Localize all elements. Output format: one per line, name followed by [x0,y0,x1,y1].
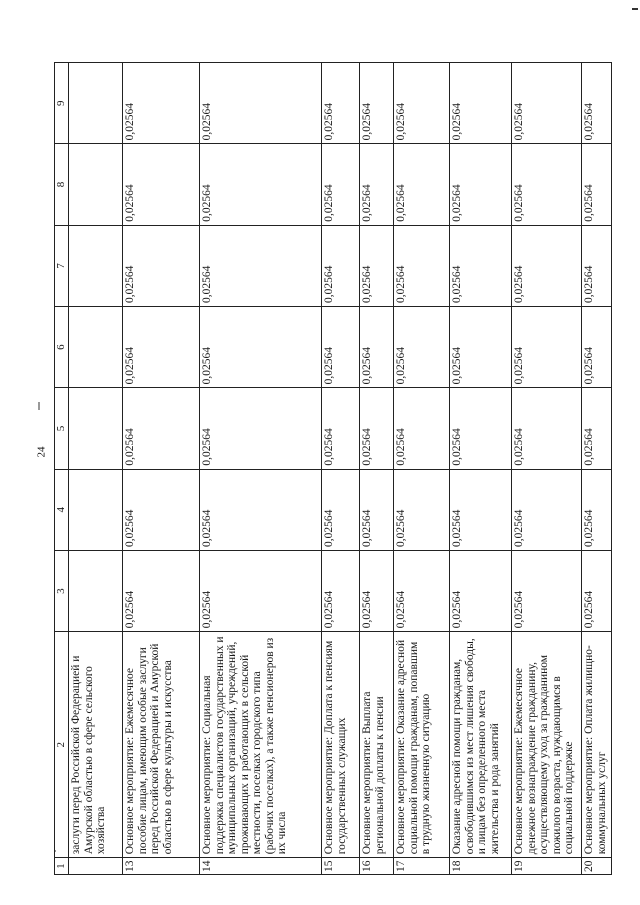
row-value [69,144,123,225]
row-value: 0,02564 [360,307,394,388]
margin-mark [38,402,40,410]
row-value: 0,02564 [450,388,512,469]
row-value [69,469,123,550]
row-value: 0,02564 [360,550,394,631]
table-row [450,63,512,875]
row-value: 0,02564 [512,63,582,144]
row-value: 0,02564 [512,225,582,306]
row-value: 0,02564 [450,225,512,306]
row-value: 0,02564 [394,388,450,469]
table-row [582,63,612,875]
row-value: 0,02564 [200,469,322,550]
column-header: 1 [55,858,69,875]
row-description: заслуги перед Российской Федерацией и Амурской областью в сфере сельского хозяйства [69,632,123,858]
column-header: 5 [55,388,69,469]
row-value: 0,02564 [582,388,612,469]
row-value: 0,02564 [360,388,394,469]
row-number: 18 [450,858,512,875]
row-value: 0,02564 [394,225,450,306]
column-header: 4 [55,469,69,550]
row-value: 0,02564 [360,144,394,225]
table-row [512,63,582,875]
row-number: 17 [394,858,450,875]
row-value: 0,02564 [512,307,582,388]
data-table [54,62,612,875]
row-value: 0,02564 [200,307,322,388]
row-value: 0,02564 [450,469,512,550]
row-number: 19 [512,858,582,875]
row-description: Оказание адресной помощи гражданам, освободившимся из мест лишения свободы, и лицам без определенного места жительства и рода занятий [450,632,512,858]
row-value: 0,02564 [322,307,360,388]
row-value [69,63,123,144]
row-value: 0,02564 [450,63,512,144]
row-value: 0,02564 [200,550,322,631]
row-value: 0,02564 [582,225,612,306]
page-number: 24 [35,446,48,458]
row-value: 0,02564 [200,388,322,469]
table-row [360,63,394,875]
row-value: 0,02564 [512,550,582,631]
data-table-rotated [54,62,608,875]
row-value: 0,02564 [450,144,512,225]
row-description: Основное мероприятие: Социальная поддержка специалистов государственных и муниципальных организаций, учреждений, проживающих и работающих в сельской местности, поселках городского типа (рабочих поселках), а также пенсионеров из их числа [200,632,322,858]
row-value: 0,02564 [123,63,200,144]
margin-mark [632,8,638,10]
row-number: 16 [360,858,394,875]
column-header: 2 [55,632,69,858]
row-value: 0,02564 [360,469,394,550]
row-value: 0,02564 [512,144,582,225]
column-header: 3 [55,550,69,631]
row-description: Основное мероприятие: Доплата к пенсиям государственных служащих [322,632,360,858]
row-description: Основное мероприятие: Оказание адресной социальной помощи гражданам, попавшим в трудную жизненную ситуацию [394,632,450,858]
row-value: 0,02564 [322,144,360,225]
row-value: 0,02564 [123,550,200,631]
table-row [322,63,360,875]
row-value: 0,02564 [394,307,450,388]
row-value: 0,02564 [200,63,322,144]
row-value [69,388,123,469]
header-row [55,63,69,875]
row-value: 0,02564 [450,307,512,388]
row-value: 0,02564 [322,225,360,306]
row-description: Основное мероприятие: Ежемесячное пособие лицам, имеющим особые заслуги перед Российской Федерацией и Амурской областью в сфере культуры и искусства [123,632,200,858]
row-value: 0,02564 [582,144,612,225]
row-value: 0,02564 [360,225,394,306]
row-value: 0,02564 [322,469,360,550]
row-value: 0,02564 [512,469,582,550]
row-value: 0,02564 [322,63,360,144]
row-number: 15 [322,858,360,875]
row-value: 0,02564 [322,550,360,631]
row-value [69,307,123,388]
row-value [69,225,123,306]
column-header: 8 [55,144,69,225]
table-row [69,63,123,875]
row-value: 0,02564 [200,144,322,225]
row-value: 0,02564 [512,388,582,469]
row-value: 0,02564 [450,550,512,631]
row-value: 0,02564 [123,144,200,225]
row-value: 0,02564 [394,469,450,550]
row-number [69,858,123,875]
row-value: 0,02564 [582,550,612,631]
row-number: 13 [123,858,200,875]
row-value: 0,02564 [123,225,200,306]
table-row [123,63,200,875]
row-value: 0,02564 [582,63,612,144]
row-value [69,550,123,631]
row-value: 0,02564 [394,550,450,631]
row-value: 0,02564 [360,63,394,144]
column-header: 6 [55,307,69,388]
row-value: 0,02564 [394,63,450,144]
row-description: Основное мероприятие: Ежемесячное денежное вознаграждение гражданину, осуществляющему уход за гражданином пожилого возраста, нуждающимся в социальной поддержке [512,632,582,858]
row-value: 0,02564 [322,388,360,469]
row-value: 0,02564 [582,307,612,388]
row-value: 0,02564 [123,469,200,550]
row-number: 20 [582,858,612,875]
column-header: 7 [55,225,69,306]
table-body [69,63,612,875]
row-value: 0,02564 [123,388,200,469]
row-description: Основное мероприятие: Выплата региональной доплаты к пенсии [360,632,394,858]
column-header: 9 [55,63,69,144]
row-value: 0,02564 [123,307,200,388]
table-row [200,63,322,875]
row-value: 0,02564 [200,225,322,306]
row-value: 0,02564 [394,144,450,225]
row-number: 14 [200,858,322,875]
row-value: 0,02564 [582,469,612,550]
row-description: Основное мероприятие: Оплата жилищно-коммунальных услуг [582,632,612,858]
table-row [394,63,450,875]
